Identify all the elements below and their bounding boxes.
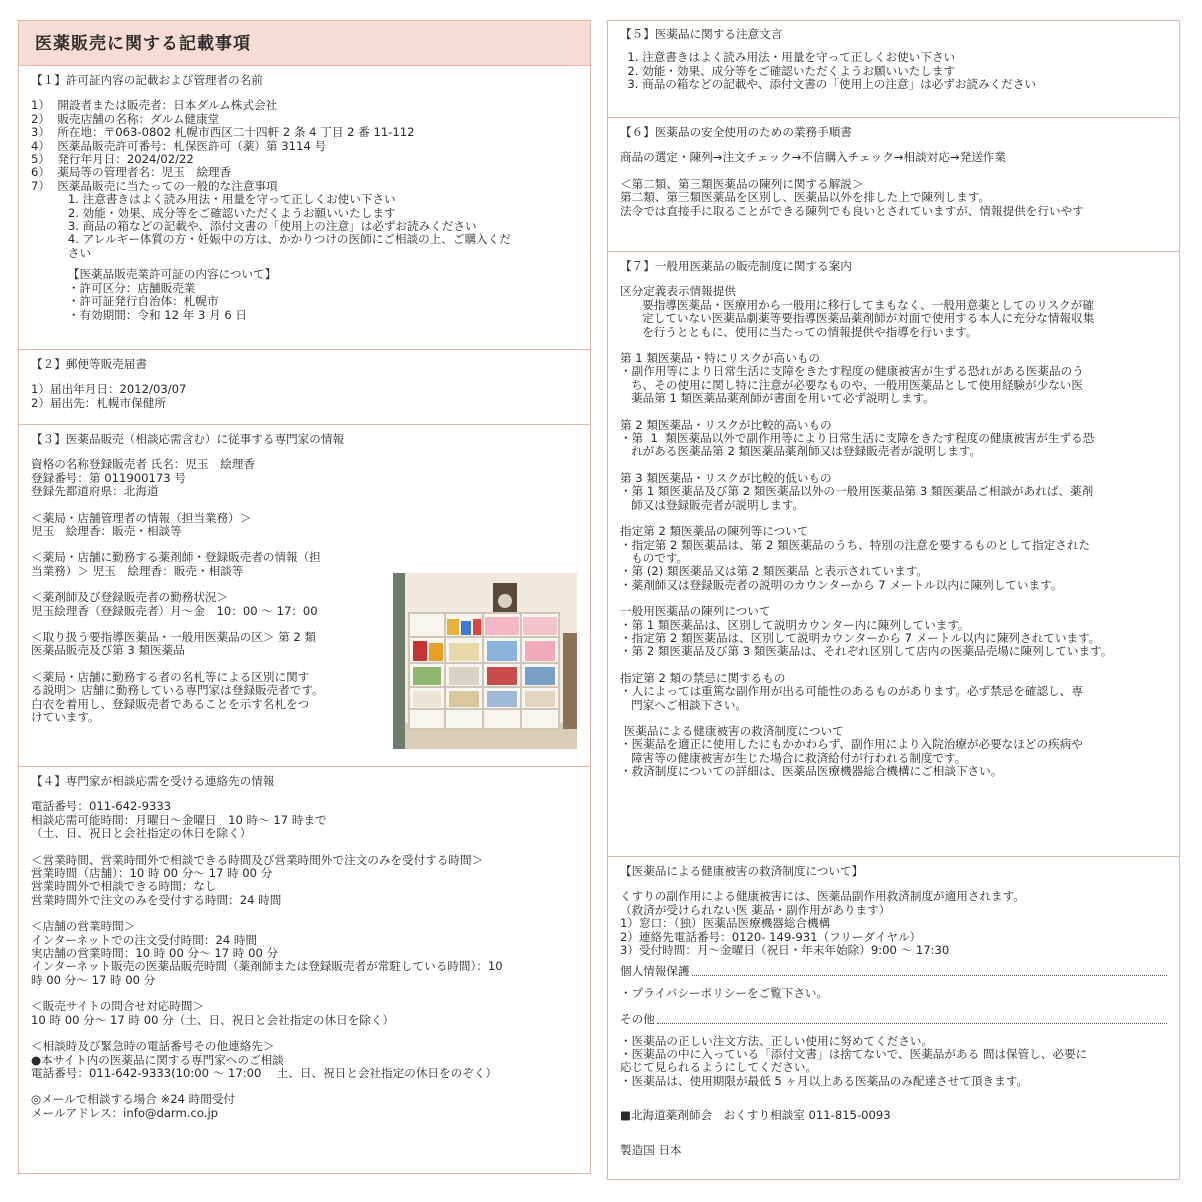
- text-line: 児玉 絵理香：販売・相談等: [31, 524, 182, 539]
- section-specialist: [18, 425, 591, 767]
- text-line: 門家へご相談下さい。: [620, 697, 748, 712]
- text-line: ＜第二類、第三類医薬品の陳列に関する解説＞: [620, 176, 864, 191]
- block-display: [620, 605, 1167, 659]
- text-line: 6） 薬局等の管理者名：児玉 絵理香: [31, 165, 232, 180]
- section-mail-order: [18, 350, 591, 425]
- section-caution: [607, 20, 1180, 118]
- text-line: 2. 効能・効果、成分等をご確認いただくようお願いいたします: [31, 205, 396, 220]
- text-line: ち、その使用に関し特に注意が必要なものや、一般用医薬品として使用経験が少ない医: [620, 377, 1083, 392]
- privacy-label: 個人情報保護: [620, 964, 690, 979]
- text-line: 3. 商品の箱などの記載や、添付文書の「使用上の注意」は必ずお読みください: [620, 77, 1037, 92]
- text-line: ＜取り扱う要指導医薬品・一般用医薬品の区＞ 第 2 類: [31, 630, 317, 645]
- text-line: 区分定義表示情報提供: [620, 284, 736, 299]
- text-line: 薬品第 1 類医薬品薬剤師が書面を用いて必ず説明します。: [620, 391, 935, 406]
- text-line: ・第 1 類医薬品以外で副作用等により日常生活に支障をきたす程度の健康被害が生ずる恐: [620, 431, 1095, 446]
- text-line: ・医薬品の正しい注文方法、正しい使用に努めてください。: [620, 1033, 934, 1048]
- privacy-heading: [620, 965, 1167, 978]
- section-title: 【３】医薬品販売（相談応需含む）に従事する専門家の情報: [31, 432, 345, 446]
- text-line: ＜店舗の営業時間＞: [31, 919, 136, 934]
- text-line: 法令では直接手に取ることができる陳列でも良いとされていますが、情報提供を行いやす: [620, 203, 1084, 218]
- text-line: ・第 (2) 類医薬品又は第 2 類医薬品 と表示されています。: [620, 564, 928, 579]
- text-line: ◎メールで相談する場合 ※24 時間受付: [31, 1092, 236, 1107]
- section-procedure: [607, 118, 1180, 252]
- section-contact: [18, 767, 591, 1174]
- section-title: 【２】郵便等販売届書: [31, 357, 147, 371]
- page-title: 医薬販売に関する記載事項: [18, 20, 591, 66]
- text-line: 登録番号：第 011900173 号: [31, 470, 186, 485]
- text-line: ＜薬局・店舗に勤務する者の名札等による区別に関す: [31, 669, 310, 684]
- text-line: ＜営業時間、営業時間外で相談できる時間及び営業時間外で注文のみを受付する時間＞: [31, 852, 484, 867]
- text-line: 4. アレルギー体質の方・妊娠中の方は、かかりつけの医師にご相談の上、ご購入くだ: [31, 232, 511, 247]
- text-line: 資格の名称登録販売者 氏名：児玉 絵理香: [31, 457, 255, 472]
- text-line: 実店舗の営業時間：10 時 00 分～ 17 時 00 分: [31, 946, 279, 961]
- right-column: [607, 20, 1180, 1180]
- text-line: ・副作用等により日常生活に支障をきたす程度の健康被害が生ずる恐れがある医薬品のう: [620, 364, 1084, 379]
- text-line: 3. 商品の箱などの記載や、添付文書の「使用上の注意」は必ずお読みください: [31, 219, 477, 234]
- text-line: 1）窓口：（独）医薬品医療機器総合機構: [620, 916, 831, 931]
- other-heading: [620, 1013, 1167, 1026]
- text-line: 時 00 分～ 17 時 00 分: [31, 972, 156, 987]
- text-line: 3） 所在地：〒063-0802 札幌市西区二十四軒 2 条 4 丁目 2 番 11-112: [31, 125, 415, 140]
- text-line: さい: [31, 245, 92, 260]
- block-class1: [620, 352, 1167, 406]
- privacy-policy-link[interactable]: ・プライバシーポリシーをご覧下さい。: [620, 985, 829, 1000]
- text-line: ＜相談時及び緊急時の電話番号その他連絡先＞: [31, 1039, 275, 1054]
- text-line: 1. 注意書きはよく読み用法・用量を守って正しくお使い下さい: [620, 50, 956, 65]
- text-line: 営業時間（店舗）：10 時 00 分～ 17 時 00 分: [31, 866, 273, 881]
- text-line: 4） 医薬品販売許可番号：札保医許可（薬）第 3114 号: [31, 138, 327, 153]
- section-license: [18, 66, 591, 350]
- text-line: 7） 医薬品販売に当たっての一般的な注意事項: [31, 178, 278, 193]
- section-title: 【５】医薬品に関する注意文言: [620, 27, 783, 41]
- text-line: 第 1 類医薬品・特にリスクが高いもの: [620, 351, 821, 366]
- text-line: 10 時 00 分～ 17 時 00 分（土、日、祝日と会社指定の休日を除く）: [31, 1012, 395, 1027]
- text-line: 2. 効能・効果、成分等をご確認いただくようお願いいたします: [620, 63, 956, 78]
- block-relief: [620, 725, 1167, 779]
- text-line: 【医薬品販売業許可証の内容について】: [31, 267, 277, 282]
- block-designated-class2: [620, 525, 1167, 592]
- text-line: インターネットでの注文受付時間：24 時間: [31, 932, 258, 947]
- text-line: 営業時間外で注文のみを受付する時間：24 時間: [31, 892, 282, 907]
- text-line: インターネット販売の医薬品販売時間（薬剤師または登録販売者が常駐している時間）：10: [31, 959, 503, 974]
- text-line: 第 3 類医薬品・リスクが比較的低いもの: [620, 470, 832, 485]
- email-address[interactable]: メールアドレス：info@darm.co.jp: [31, 1105, 219, 1120]
- block-definition: [620, 285, 1167, 339]
- text-line: ものです。: [620, 550, 689, 565]
- section-title: 【医薬品による健康被害の救済制度について】: [620, 864, 864, 878]
- text-line: ＜薬局・店舗管理者の情報（担当業務）＞: [31, 510, 252, 525]
- text-line: 電話番号：011-642-9333: [31, 799, 172, 814]
- store-shelf-photo: [393, 573, 577, 749]
- text-line: 登録先都道府県：北海道: [31, 484, 159, 499]
- text-line: 5） 発行年月日：2024/02/22: [31, 152, 194, 167]
- other-label: その他: [620, 1012, 655, 1027]
- text-line: ・許可証発行自治体：札幌市: [31, 294, 219, 309]
- text-line: ・医薬品の中に入っている「添付文書」は捨てないで、医薬品がある 間は保管し、必要に: [620, 1047, 1088, 1062]
- staff-info: [31, 551, 376, 724]
- section-relief-system: [607, 857, 1180, 1180]
- text-line: 児玉絵理香（登録販売者）月～金 10：00 ～ 17：00: [31, 603, 318, 618]
- text-line: れがある医薬品第 2 類医薬品薬剤師又は登録販売者が説明します。: [620, 444, 982, 459]
- text-line: 師又は登録販売者が説明します。: [620, 497, 805, 512]
- text-line: ＜販売サイトの問合せ対応時間＞: [31, 999, 205, 1014]
- text-line: 2）届出先：札幌市保健所: [31, 395, 166, 410]
- dotted-leader: [657, 1023, 1167, 1024]
- text-line: ・第 1 類医薬品及び第 2 類医薬品以外の一般用医薬品第 3 類医薬品ご相談があれば、薬剤: [620, 484, 1094, 499]
- text-line: ・許可区分：店舗販売業: [31, 280, 196, 295]
- text-line: ・第 2 類医薬品及び第 3 類医薬品は、それぞれ区別して店内の医薬品売場に陳列しています。: [620, 644, 1113, 659]
- text-line: 営業時間外で相談できる時間：なし: [31, 879, 217, 894]
- section-title: 【７】一般用医薬品の販売制度に関する案内: [620, 259, 852, 273]
- dotted-leader: [692, 975, 1167, 976]
- procedure-flow: 商品の選定・陳列→注文チェック→不信購入チェック→相談対応→発送作業: [620, 150, 1006, 165]
- text-line: （救済が受けられない医 薬品・副作用があります）: [620, 902, 891, 917]
- text-line: ・医薬品は、使用期限が最低 5 ヶ月以上ある医薬品のみ配達させて頂きます。: [620, 1073, 1029, 1088]
- text-line: 当業務）＞ 児玉 絵理香：販売・相談等: [31, 563, 244, 578]
- text-line: 指定第 2 類の禁忌に関するもの: [620, 670, 786, 685]
- block-class2: [620, 419, 1167, 459]
- text-line: 第二類、第三類医薬品を区別し、医薬品以外を排した上で陳列します。: [620, 190, 991, 205]
- text-line: 3）受付時間：月～金曜日（祝日・年末年始除）9:00 ～ 17:30: [620, 943, 950, 958]
- section-title: 【４】専門家が相談応需を受ける連絡先の情報: [31, 774, 275, 788]
- text-line: を行うとともに、使用に当たっての情報提供や指導を行います。: [620, 324, 978, 339]
- text-line: 応じて見られるようにしてください。: [620, 1060, 818, 1075]
- section-title: 【１】許可証内容の記載および管理者の名前: [31, 73, 263, 87]
- left-column: [18, 20, 591, 1174]
- text-line: くすりの副作用による健康被害には、医薬品副作用救済制度が適用されます。: [620, 889, 1025, 904]
- text-line: ・第 1 類医薬品は、区別して説明カウンター内に陳列しています。: [620, 617, 970, 632]
- text-line: る説明＞ 店舗に勤務している専門家は登録販売者です。: [31, 683, 324, 698]
- text-line: 要指導医薬品・医療用から一般用に移行してまもなく、一般用意薬としてのリスクが確: [620, 297, 1094, 312]
- block-class3: [620, 472, 1167, 512]
- text-line: 医薬品による健康被害の救済制度について: [620, 723, 844, 738]
- text-line: ・有効期間：令和 12 年 3 月 6 日: [31, 307, 248, 322]
- text-line: 白衣を着用し、登録販売者であることを示す名札をつ: [31, 696, 310, 711]
- section-title: 【６】医薬品の安全使用のための業務手順書: [620, 125, 852, 139]
- license-lines: [31, 99, 578, 260]
- text-line: ・救済制度についての詳細は、医薬品医療機器総合機構にご相談下さい。: [620, 764, 1003, 779]
- text-line: ・指定第 2 類医薬品は、第 2 類医薬品のうち、特別の注意を要するものとして指定された: [620, 537, 1091, 552]
- section-sales-system: [607, 252, 1180, 857]
- country-of-origin: 製造国 日本: [620, 1142, 682, 1157]
- text-line: ・指定第 2 類医薬品は、区別して説明カウンターから 7 メートル以内に陳列されています。: [620, 630, 1101, 645]
- text-line: ＜薬剤師及び登録販売者の勤務状況＞: [31, 590, 229, 605]
- text-line: ●本サイト内の医薬品に関する専門家へのご相談: [31, 1052, 284, 1067]
- text-line: 一般用医薬品の陳列について: [620, 604, 771, 619]
- text-line: 障害等の健康被害が生じた場合に救済給付が行われる制度です。: [620, 750, 967, 765]
- text-line: 医薬品販売及び第 3 類医薬品: [31, 643, 185, 658]
- text-line: 電話番号：011-642-9333(10:00 ～ 17:00 土、日、祝日と会社指定の休日をのぞく）: [31, 1065, 497, 1080]
- text-line: 1. 注意書きはよく読み用法・用量を守って正しくお使い下さい: [31, 192, 396, 207]
- text-line: 指定第 2 類医薬品の陳列等について: [620, 524, 809, 539]
- text-line: （土、日、祝日と会社指定の休日を除く）: [31, 826, 252, 841]
- association-contact: ■北海道薬剤師会 おくすり相談室 011-815-0093: [620, 1108, 891, 1123]
- text-line: 1）届出年月日：2012/03/07: [31, 382, 187, 397]
- text-line: ・人によっては重篤な副作用が出る可能性のあるものがあります。必ず禁忌を確認し、専: [620, 684, 1083, 699]
- permit-details: [31, 268, 578, 322]
- text-line: 相談応需可能時間：月曜日～金曜日 10 時～ 17 時まで: [31, 812, 327, 827]
- text-line: 2）連絡先電話番号：0120- 149-931（フリーダイヤル）: [620, 929, 922, 944]
- text-line: ・薬剤師又は登録販売者の説明のカウンターから 7 メートル以内に陳列しています。: [620, 577, 1063, 592]
- text-line: 2） 販売店舗の名称：ダルム健康堂: [31, 111, 220, 126]
- text-line: 第 2 類医薬品・リスクが比較的高いもの: [620, 417, 832, 432]
- block-contraindication: [620, 672, 1167, 712]
- text-line: ＜薬局・店舗に勤務する薬剤師・登録販売者の情報（担: [31, 550, 321, 565]
- text-line: けています。: [31, 710, 100, 725]
- text-line: ・医薬品を適正に使用したにもかかわらず、副作用により入院治療が必要なほどの疾病や: [620, 737, 1083, 752]
- text-line: 1） 開設者または販売者：日本ダルム株式会社: [31, 98, 278, 113]
- text-line: 定していない医薬品劇薬等要指導医薬品薬剤師が対面で使用する本人に充分な情報収集: [620, 311, 1095, 326]
